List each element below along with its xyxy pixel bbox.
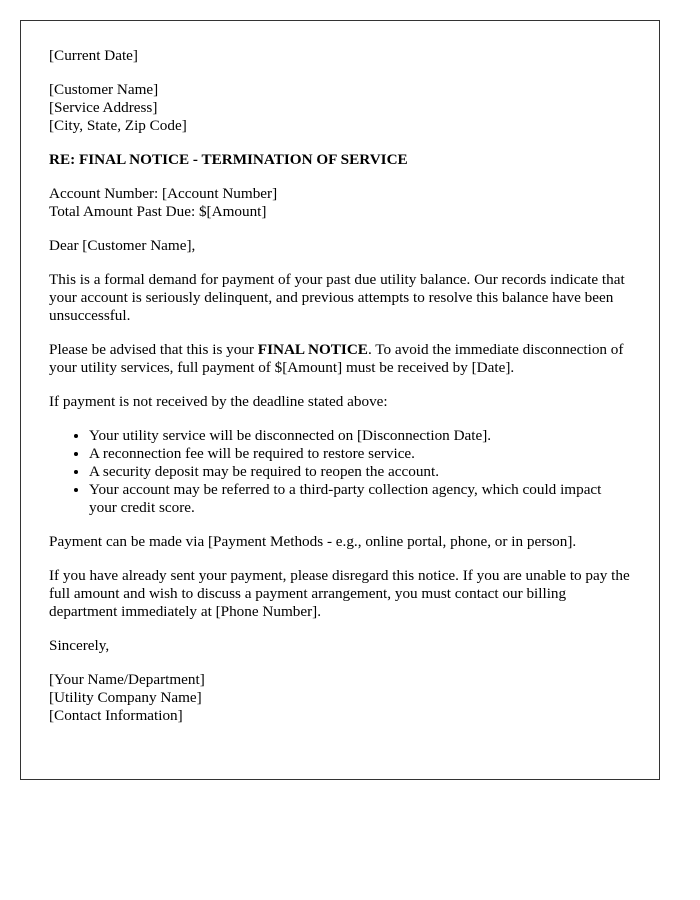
consequences-list: [49, 427, 631, 517]
final-notice-text-before: Please be advised that this is your: [49, 341, 258, 358]
demand-paragraph: This is a formal demand for payment of your past due utility balance. Our records indicate that your account is seriously delinquent, and previous attempts to resolve this balance have been unsuccessful.: [49, 271, 625, 324]
salutation: Dear [Customer Name],: [49, 237, 196, 254]
recipient-address: [Service Address]: [49, 99, 158, 116]
letter-date: [Current Date]: [49, 47, 138, 64]
subject-line: RE: FINAL NOTICE - TERMINATION OF SERVICE: [49, 151, 408, 168]
closing: Sincerely,: [49, 637, 110, 654]
consequences-intro: If payment is not received by the deadline stated above:: [49, 393, 388, 410]
consequence-item: • A reconnection fee will be required to restore service.: [89, 445, 631, 463]
final-notice-text-after: . To avoid the immediate disconnection of your utility services, full payment of $[Amount] must be received by [Date].: [49, 341, 624, 376]
account-block: [49, 185, 631, 221]
recipient-name: [Customer Name]: [49, 81, 159, 98]
consequence-item: • Your utility service will be disconnected on [Disconnection Date].: [89, 427, 631, 445]
consequence-item: • A security deposit may be required to reopen the account.: [89, 463, 631, 481]
account-number: Account Number: [Account Number]: [49, 185, 278, 202]
final-notice-emphasis: FINAL NOTICE: [257, 341, 368, 358]
signature-company: [Utility Company Name]: [49, 689, 202, 706]
letter: [20, 20, 660, 780]
closing-paragraph: If you have already sent your payment, please disregard this notice. If you are unable to pay the full amount and wish to discuss a payment arrangement, you must contact our billing department immediately at [Phone Number].: [49, 567, 630, 620]
recipient-block: [49, 81, 631, 135]
signature-name: [Your Name/Department]: [49, 671, 205, 688]
signature-block: [49, 671, 631, 725]
final-notice-paragraph: [49, 341, 631, 377]
recipient-city: [City, State, Zip Code]: [49, 117, 187, 134]
amount-past-due: Total Amount Past Due: $[Amount]: [49, 203, 267, 220]
payment-methods: Payment can be made via [Payment Methods - e.g., online portal, phone, or in person].: [49, 533, 577, 550]
signature-contact: [Contact Information]: [49, 707, 183, 724]
consequence-item: • Your account may be referred to a third-party collection agency, which could impact your credit score.: [89, 481, 631, 517]
